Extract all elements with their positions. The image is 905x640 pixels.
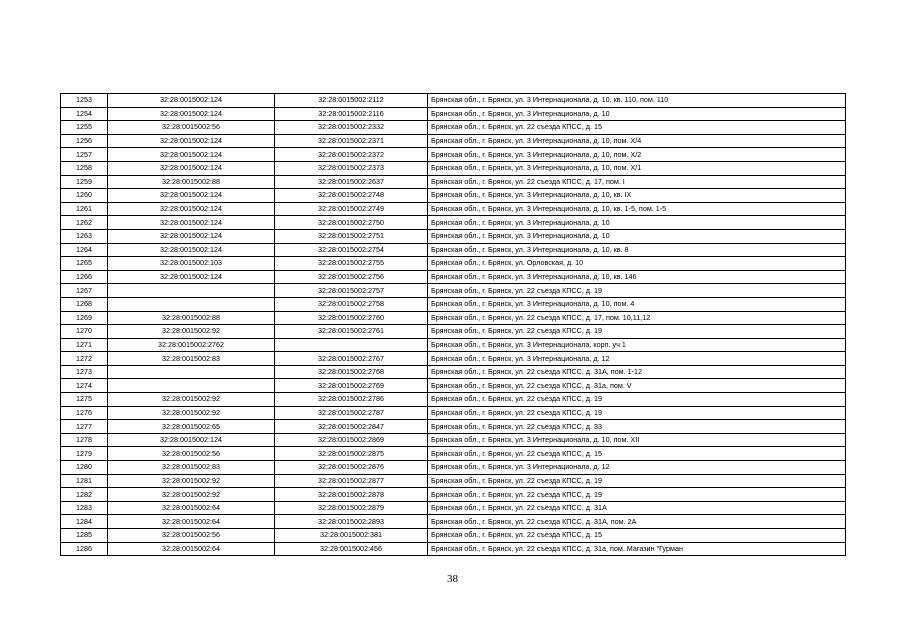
address-cell: Брянская обл., г. Брянск, ул. 3 Интернационала, д. 10, пом. XII — [428, 433, 846, 447]
row-number-cell: 1282 — [61, 488, 108, 502]
parent-cadastral-number-cell: 32:28:0015002:124 — [108, 189, 275, 203]
address-cell: Брянская обл., г. Брянск, ул. 3 Интернационала, д. 10 — [428, 107, 846, 121]
row-number-cell: 1277 — [61, 420, 108, 434]
address-cell: Брянская обл., г. Брянск, ул. 3 Интернационала, д. 10 — [428, 216, 846, 230]
row-number-cell: 1255 — [61, 121, 108, 135]
table-row — [61, 189, 846, 203]
cadastral-number-cell: 32:28:0015002:456 — [275, 542, 428, 556]
parent-cadastral-number-cell: 32:28:0015002:64 — [108, 542, 275, 556]
address-cell: Брянская обл., г. Брянск, ул. 3 Интернационала, д. 10 — [428, 229, 846, 243]
row-number-cell: 1273 — [61, 365, 108, 379]
row-number-cell: 1257 — [61, 148, 108, 162]
parent-cadastral-number-cell: 32:28:0015002:92 — [108, 406, 275, 420]
row-number-cell: 1278 — [61, 433, 108, 447]
parent-cadastral-number-cell: 32:28:0015002:92 — [108, 393, 275, 407]
address-cell: Брянская обл., г. Брянск, ул. 3 Интернационала, д. 10, кв. 8 — [428, 243, 846, 257]
table-row — [61, 365, 846, 379]
row-number-cell: 1284 — [61, 515, 108, 529]
table-row — [61, 352, 846, 366]
address-cell: Брянская обл., г. Брянск, ул. 22 съезда КПСС, д. 17, пом. I — [428, 175, 846, 189]
table-row — [61, 243, 846, 257]
address-cell: Брянская обл., г. Брянск, ул. 22 съезда КПСС, д. 19 — [428, 284, 846, 298]
address-cell: Брянская обл., г. Брянск, ул. 22 съезда КПСС, д. 19 — [428, 406, 846, 420]
table-row — [61, 270, 846, 284]
cadastral-number-cell: 32:28:0015002:2373 — [275, 161, 428, 175]
table-row — [61, 461, 846, 475]
parent-cadastral-number-cell: 32:28:0015002:124 — [108, 148, 275, 162]
table-row — [61, 94, 846, 108]
parent-cadastral-number-cell: 32:28:0015002:124 — [108, 134, 275, 148]
row-number-cell: 1268 — [61, 297, 108, 311]
parent-cadastral-number-cell: 32:28:0015002:56 — [108, 529, 275, 543]
row-number-cell: 1285 — [61, 529, 108, 543]
table-row — [61, 433, 846, 447]
address-cell: Брянская обл., г. Брянск, ул. 22 съезда КПСС, д. 19 — [428, 393, 846, 407]
table-row — [61, 406, 846, 420]
cadastral-number-cell: 32:28:0015002:2786 — [275, 393, 428, 407]
parent-cadastral-number-cell: 32:28:0015002:88 — [108, 175, 275, 189]
parent-cadastral-number-cell: 32:28:0015002:92 — [108, 488, 275, 502]
cadastral-number-cell: 32:28:0015002:2749 — [275, 202, 428, 216]
row-number-cell: 1280 — [61, 461, 108, 475]
address-cell: Брянская обл., г. Брянск, ул. 22 съезда КПСС, д. 31а, пом. V — [428, 379, 846, 393]
row-number-cell: 1263 — [61, 229, 108, 243]
cadastral-number-cell: 32:28:0015002:2760 — [275, 311, 428, 325]
row-number-cell: 1279 — [61, 447, 108, 461]
cadastral-number-cell: 32:28:0015002:2877 — [275, 474, 428, 488]
table-row — [61, 284, 846, 298]
parent-cadastral-number-cell: 32:28:0015002:124 — [108, 94, 275, 108]
address-cell: Брянская обл., г. Брянск, ул. 3 Интернационала, д. 10, пом. X/4 — [428, 134, 846, 148]
parent-cadastral-number-cell: 32:28:0015002:83 — [108, 352, 275, 366]
cadastral-number-cell: 32:28:0015002:381 — [275, 529, 428, 543]
address-cell: Брянская обл., г. Брянск, ул. 3 Интернационала, д. 10, кв. IX — [428, 189, 846, 203]
cadastral-number-cell: 32:28:0015002:2748 — [275, 189, 428, 203]
row-number-cell: 1286 — [61, 542, 108, 556]
address-cell: Брянская обл., г. Брянск, ул. 22 съезда КПСС, д. 31А, пом. 1-12 — [428, 365, 846, 379]
address-cell: Брянская обл., г. Брянск, ул. 3 Интернационала, д. 12 — [428, 352, 846, 366]
table-row — [61, 148, 846, 162]
cadastral-number-cell: 32:28:0015002:2879 — [275, 501, 428, 515]
cadastral-number-cell: 32:28:0015002:2878 — [275, 488, 428, 502]
table-body — [61, 94, 846, 556]
cadastral-number-cell: 32:28:0015002:2637 — [275, 175, 428, 189]
table-row — [61, 488, 846, 502]
address-cell: Брянская обл., г. Брянск, ул. 22 съезда КПСС, д. 15 — [428, 529, 846, 543]
cadastral-number-cell: 32:28:0015002:2847 — [275, 420, 428, 434]
address-cell: Брянская обл., г. Брянск, ул. 22 съезда КПСС, д. 19 — [428, 474, 846, 488]
row-number-cell: 1256 — [61, 134, 108, 148]
address-cell: Брянская обл., г. Брянск, ул. 22 съезда КПСС, д. 31А — [428, 501, 846, 515]
table-row — [61, 121, 846, 135]
parent-cadastral-number-cell: 32:28:0015002:64 — [108, 501, 275, 515]
address-cell: Брянская обл., г. Брянск, ул. 3 Интернационала, д. 10, кв. 110, пом. 110 — [428, 94, 846, 108]
cadastral-number-cell: 32:28:0015002:2112 — [275, 94, 428, 108]
cadastral-number-cell: 32:28:0015002:2758 — [275, 297, 428, 311]
address-cell: Брянская обл., г. Брянск, ул. 22 съезда КПСС, д. 33 — [428, 420, 846, 434]
parent-cadastral-number-cell: 32:28:0015002:83 — [108, 461, 275, 475]
cadastral-number-cell: 32:28:0015002:2371 — [275, 134, 428, 148]
row-number-cell: 1274 — [61, 379, 108, 393]
table-row — [61, 338, 846, 352]
address-cell: Брянская обл., г. Брянск, ул. 3 Интернационала, д. 10, пом. 4 — [428, 297, 846, 311]
row-number-cell: 1261 — [61, 202, 108, 216]
address-cell: Брянская обл., г. Брянск, ул. 22 съезда КПСС, д. 31А, пом. 2А — [428, 515, 846, 529]
parent-cadastral-number-cell: 32:28:0015002:56 — [108, 447, 275, 461]
parent-cadastral-number-cell — [108, 284, 275, 298]
table-row — [61, 311, 846, 325]
cadastral-number-cell: 32:28:0015002:2332 — [275, 121, 428, 135]
cadastral-number-cell: 32:28:0015002:2769 — [275, 379, 428, 393]
table-row — [61, 229, 846, 243]
cadastral-number-cell: 32:28:0015002:2768 — [275, 365, 428, 379]
cadastral-number-cell: 32:28:0015002:2755 — [275, 257, 428, 271]
parent-cadastral-number-cell: 32:28:0015002:64 — [108, 515, 275, 529]
address-cell: Брянская обл., г. Брянск, ул. 22 съезда КПСС, д. 15 — [428, 121, 846, 135]
table-row — [61, 257, 846, 271]
parent-cadastral-number-cell: 32:28:0015002:56 — [108, 121, 275, 135]
cadastral-number-cell: 32:28:0015002:2751 — [275, 229, 428, 243]
table-row — [61, 216, 846, 230]
cadastral-number-cell: 32:28:0015002:2757 — [275, 284, 428, 298]
address-cell: Брянская обл., г. Брянск, ул. 3 Интернационала, корп. уч 1 — [428, 338, 846, 352]
table-row — [61, 515, 846, 529]
cadastral-number-cell — [275, 338, 428, 352]
row-number-cell: 1264 — [61, 243, 108, 257]
table-row — [61, 393, 846, 407]
address-cell: Брянская обл., г. Брянск, ул. 3 Интернационала, д. 10, пом. X/2 — [428, 148, 846, 162]
row-number-cell: 1260 — [61, 189, 108, 203]
parent-cadastral-number-cell — [108, 297, 275, 311]
parent-cadastral-number-cell: 32:28:0015002:124 — [108, 229, 275, 243]
table-row — [61, 542, 846, 556]
cadastral-number-cell: 32:28:0015002:2756 — [275, 270, 428, 284]
parent-cadastral-number-cell: 32:28:0015002:124 — [108, 433, 275, 447]
table-row — [61, 325, 846, 339]
cadastral-number-cell: 32:28:0015002:2875 — [275, 447, 428, 461]
parent-cadastral-number-cell: 32:28:0015002:124 — [108, 202, 275, 216]
table-row — [61, 529, 846, 543]
table-row — [61, 297, 846, 311]
page-number: 38 — [447, 573, 458, 585]
parent-cadastral-number-cell: 32:28:0015002:2762 — [108, 338, 275, 352]
cadastral-number-cell: 32:28:0015002:2893 — [275, 515, 428, 529]
parent-cadastral-number-cell: 32:28:0015002:92 — [108, 474, 275, 488]
parent-cadastral-number-cell — [108, 365, 275, 379]
address-cell: Брянская обл., г. Брянск, ул. 22 съезда КПСС, д. 15 — [428, 447, 846, 461]
cadastral-number-cell: 32:28:0015002:2767 — [275, 352, 428, 366]
row-number-cell: 1258 — [61, 161, 108, 175]
address-cell: Брянская обл., г. Брянск, ул. Орловская, д. 10 — [428, 257, 846, 271]
row-number-cell: 1259 — [61, 175, 108, 189]
table-row — [61, 379, 846, 393]
table-row — [61, 474, 846, 488]
row-number-cell: 1281 — [61, 474, 108, 488]
table-row — [61, 107, 846, 121]
table-row — [61, 161, 846, 175]
cadastral-number-cell: 32:28:0015002:2372 — [275, 148, 428, 162]
cadastral-number-cell: 32:28:0015002:2116 — [275, 107, 428, 121]
row-number-cell: 1269 — [61, 311, 108, 325]
parent-cadastral-number-cell — [108, 379, 275, 393]
cadastral-number-cell: 32:28:0015002:2869 — [275, 433, 428, 447]
address-cell: Брянская обл., г. Брянск, ул. 22 съезда КПСС, д. 17, пом. 10,11,12 — [428, 311, 846, 325]
parent-cadastral-number-cell: 32:28:0015002:124 — [108, 107, 275, 121]
address-cell: Брянская обл., г. Брянск, ул. 22 съезда КПСС, д. 19 — [428, 488, 846, 502]
address-cell: Брянская обл., г. Брянск, ул. 3 Интернационала, д. 12 — [428, 461, 846, 475]
address-table — [60, 93, 846, 556]
row-number-cell: 1253 — [61, 94, 108, 108]
row-number-cell: 1275 — [61, 393, 108, 407]
row-number-cell: 1267 — [61, 284, 108, 298]
row-number-cell: 1270 — [61, 325, 108, 339]
row-number-cell: 1266 — [61, 270, 108, 284]
table-row — [61, 447, 846, 461]
row-number-cell: 1276 — [61, 406, 108, 420]
address-cell: Брянская обл., г. Брянск, ул. 3 Интернационала, д. 10, кв. 1-5, пом. 1-5 — [428, 202, 846, 216]
parent-cadastral-number-cell: 32:28:0015002:124 — [108, 270, 275, 284]
address-cell: Брянская обл., г. Брянск, ул. 3 Интернационала, д. 10, пом. X/1 — [428, 161, 846, 175]
row-number-cell: 1262 — [61, 216, 108, 230]
parent-cadastral-number-cell: 32:28:0015002:124 — [108, 216, 275, 230]
parent-cadastral-number-cell: 32:28:0015002:88 — [108, 311, 275, 325]
cadastral-number-cell: 32:28:0015002:2750 — [275, 216, 428, 230]
row-number-cell: 1254 — [61, 107, 108, 121]
address-cell: Брянская обл., г. Брянск, ул. 22 съезда КПСС, д. 19 — [428, 325, 846, 339]
cadastral-number-cell: 32:28:0015002:2761 — [275, 325, 428, 339]
cadastral-number-cell: 32:28:0015002:2754 — [275, 243, 428, 257]
row-number-cell: 1272 — [61, 352, 108, 366]
parent-cadastral-number-cell: 32:28:0015002:103 — [108, 257, 275, 271]
parent-cadastral-number-cell: 32:28:0015002:124 — [108, 161, 275, 175]
table-row — [61, 420, 846, 434]
parent-cadastral-number-cell: 32:28:0015002:65 — [108, 420, 275, 434]
cadastral-number-cell: 32:28:0015002:2876 — [275, 461, 428, 475]
address-cell: Брянская обл., г. Брянск, ул. 3 Интернационала, д. 10, кв. 146 — [428, 270, 846, 284]
cadastral-number-cell: 32:28:0015002:2787 — [275, 406, 428, 420]
table-row — [61, 134, 846, 148]
table-row — [61, 202, 846, 216]
address-cell: Брянская обл., г. Брянск, ул. 22 съезда КПСС, д. 31а, пом. Магазин "Гурман — [428, 542, 846, 556]
table-row — [61, 501, 846, 515]
row-number-cell: 1283 — [61, 501, 108, 515]
parent-cadastral-number-cell: 32:28:0015002:92 — [108, 325, 275, 339]
table-row — [61, 175, 846, 189]
row-number-cell: 1271 — [61, 338, 108, 352]
parent-cadastral-number-cell: 32:28:0015002:124 — [108, 243, 275, 257]
row-number-cell: 1265 — [61, 257, 108, 271]
